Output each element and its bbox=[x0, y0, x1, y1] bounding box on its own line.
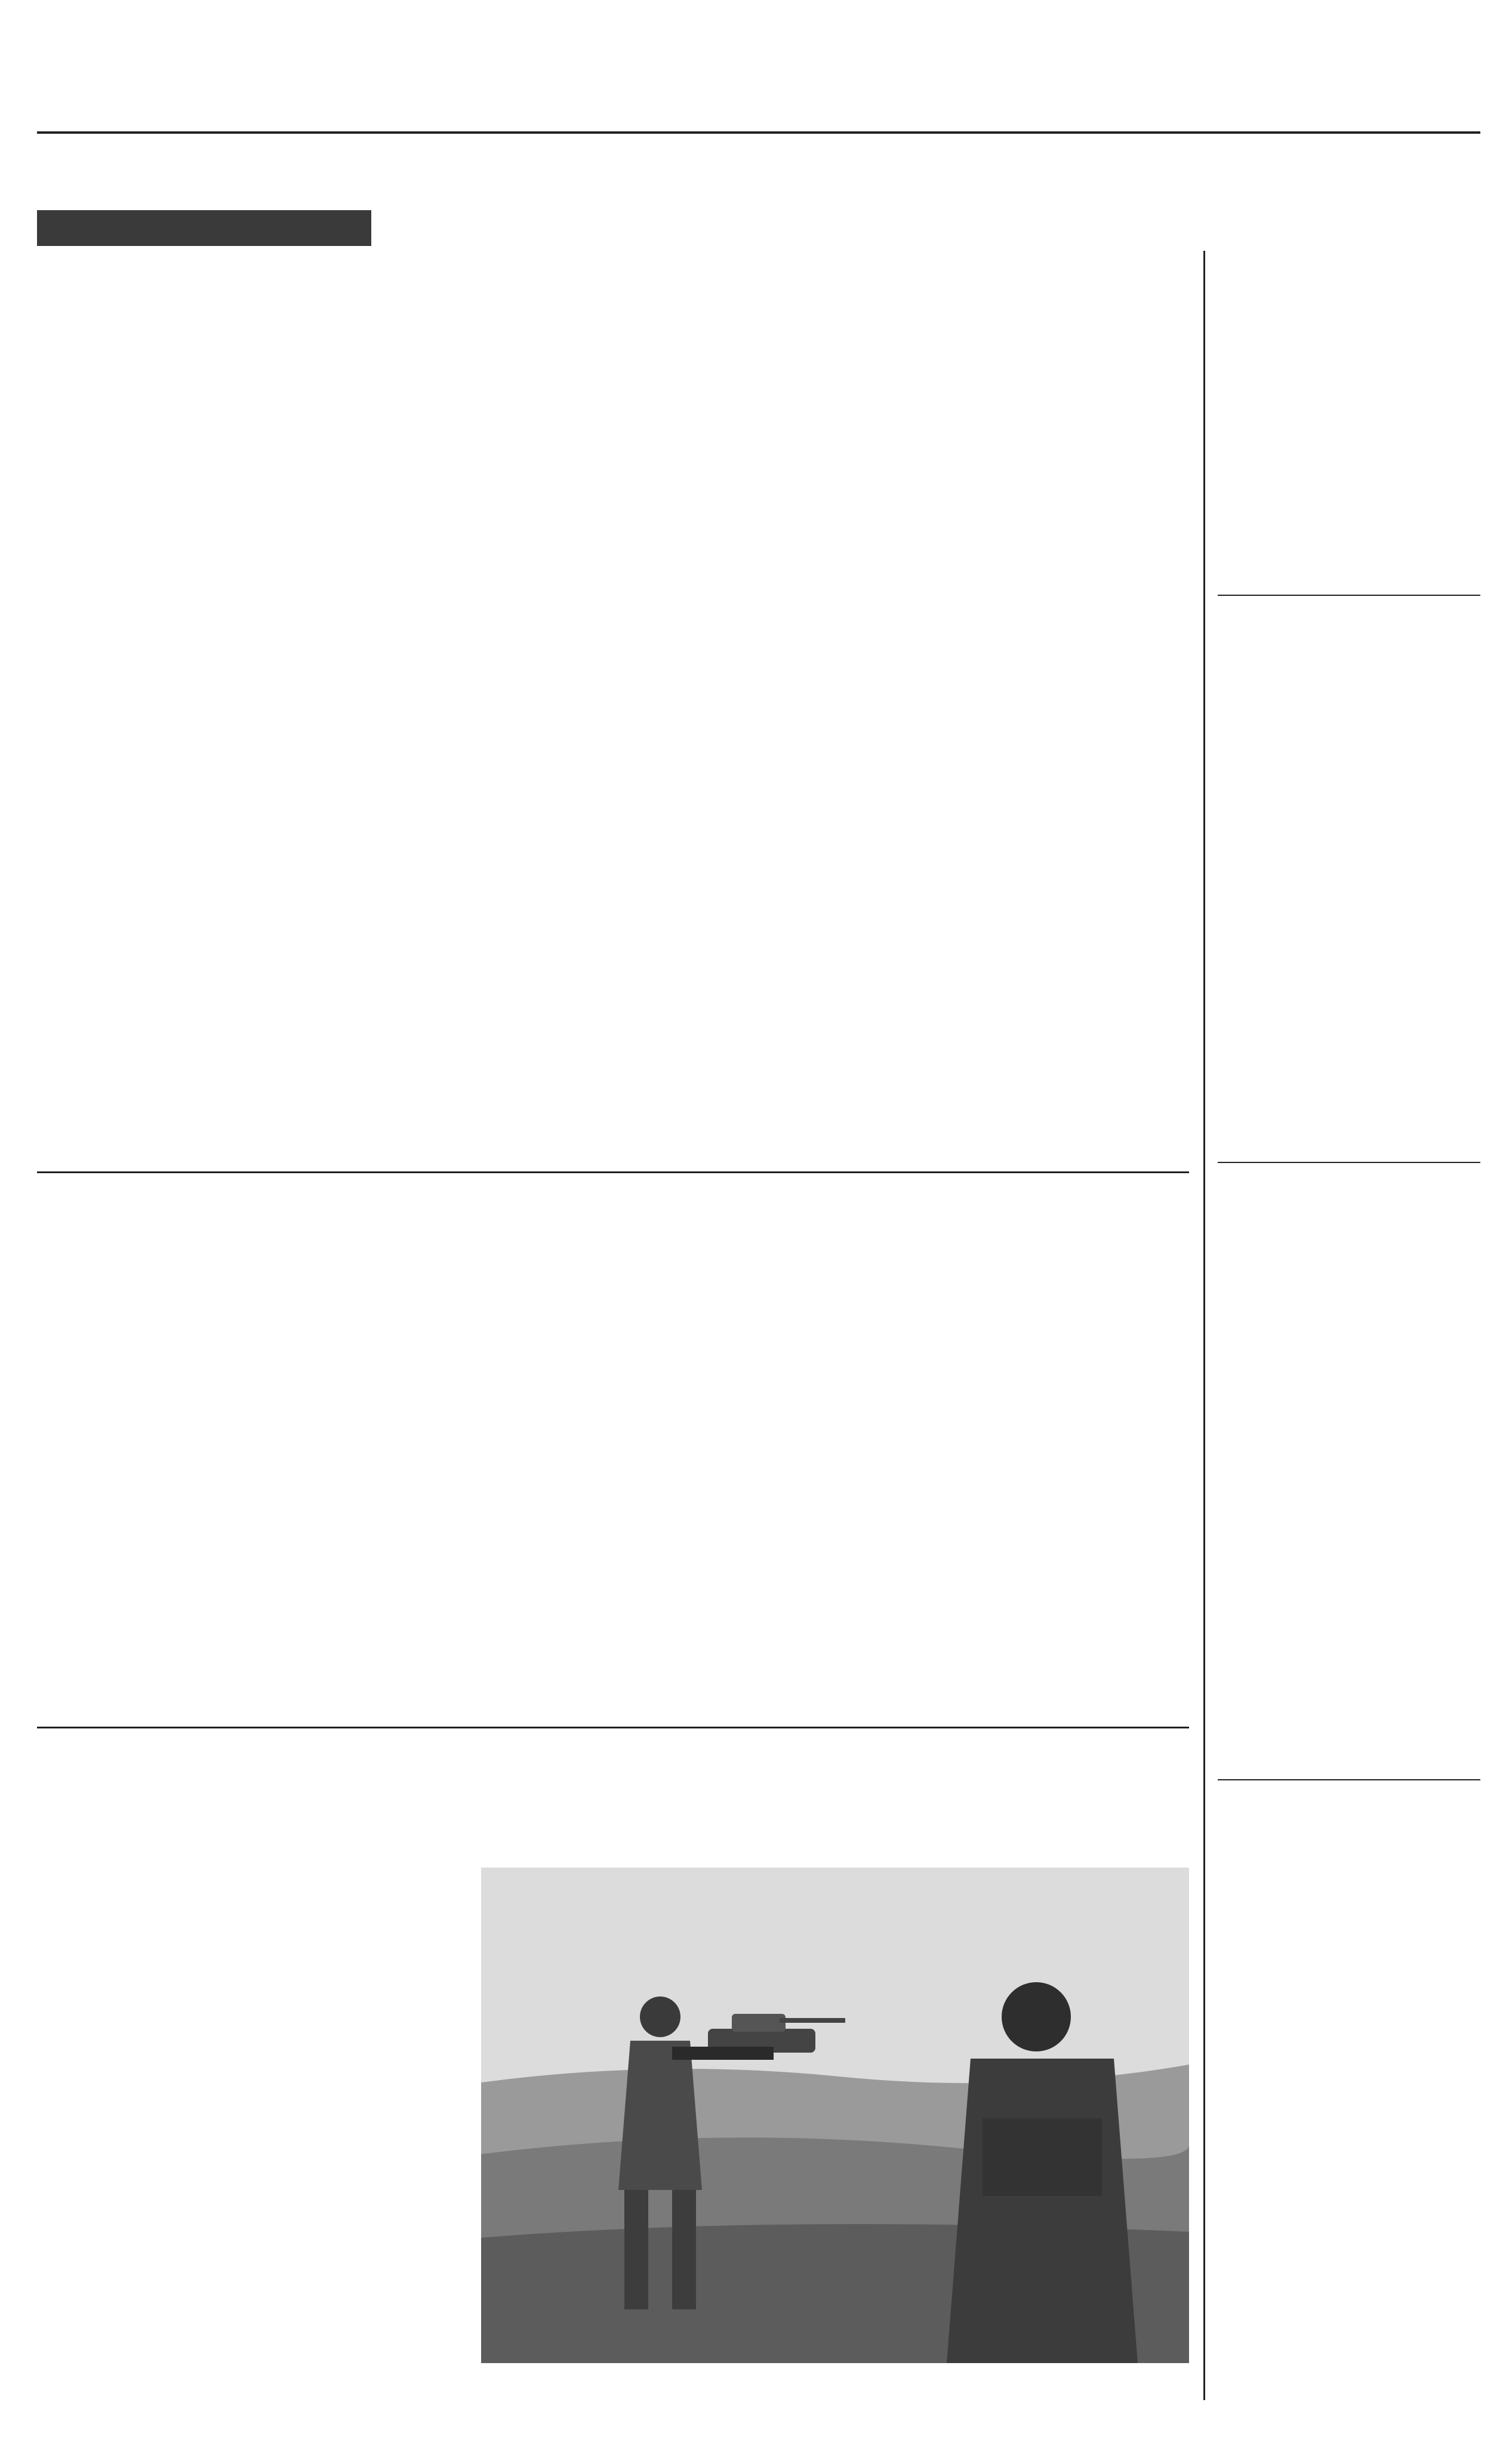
article3-col2 bbox=[258, 1868, 467, 2411]
side-story-2 bbox=[1218, 607, 1480, 1156]
side-divider-1 bbox=[1218, 595, 1480, 596]
divider-2 bbox=[37, 1727, 1189, 1728]
article1-col1 bbox=[37, 399, 240, 1164]
article2-col1 bbox=[37, 1313, 246, 1719]
divider-1 bbox=[37, 1171, 1189, 1173]
article2-col2 bbox=[258, 1313, 467, 1719]
article2-col3 bbox=[479, 1313, 688, 1719]
side-story-1 bbox=[1218, 263, 1480, 585]
masthead-rule bbox=[37, 131, 1480, 134]
sidebar-vertical-rule bbox=[1203, 251, 1205, 2400]
side-story-3 bbox=[1218, 1174, 1480, 1771]
section-banner bbox=[37, 210, 371, 246]
masthead bbox=[0, 0, 1509, 155]
article2-col4 bbox=[700, 1313, 909, 1719]
side-divider-2 bbox=[1218, 1162, 1480, 1163]
article1-col3 bbox=[462, 399, 667, 1164]
article1-col2 bbox=[248, 399, 454, 1164]
article1-col4 bbox=[676, 399, 881, 1164]
soldiers-illustration bbox=[481, 1868, 1189, 2363]
article2-col5 bbox=[920, 1313, 1100, 1719]
side-divider-3 bbox=[1218, 1779, 1480, 1780]
news-photo bbox=[481, 1868, 1189, 2363]
side-story-4 bbox=[1218, 1791, 1480, 2412]
article3-col1 bbox=[37, 1868, 246, 2411]
article1-col5 bbox=[889, 399, 1095, 1164]
